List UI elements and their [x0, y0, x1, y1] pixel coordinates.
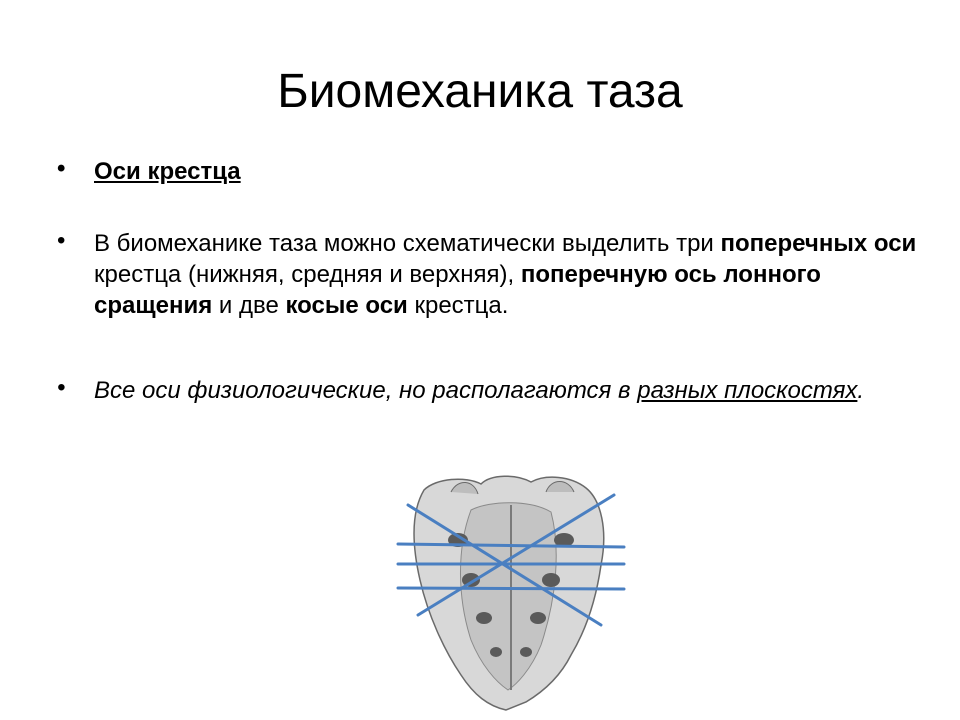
- sacrum-axes-illustration: [396, 470, 626, 715]
- text-underlined-planes: разных плоскостях: [637, 377, 858, 404]
- text-bold-pubic-axis: поперечную ось лонного сращения: [94, 261, 821, 319]
- bullet-marker: •: [57, 155, 66, 182]
- bullet-heading: Оси крестца: [94, 158, 241, 185]
- sacral-foramen: [490, 647, 502, 657]
- sacral-foramen: [520, 647, 532, 657]
- text-segment: крестца.: [407, 292, 509, 319]
- slide-title: Биомеханика таза: [277, 65, 683, 118]
- bullet-description: [57, 227, 924, 321]
- text-segment: и две: [212, 292, 286, 319]
- sacral-foramen: [542, 573, 560, 587]
- bullet-sacrum-axes: [57, 155, 924, 187]
- bullet-marker: •: [57, 227, 66, 254]
- bullet-marker: •: [57, 374, 66, 401]
- sacral-foramen: [530, 612, 546, 624]
- text-bold-transverse-axes: поперечных оси: [720, 230, 917, 257]
- text-segment: В биомеханике таза можно схематически выделить три: [94, 230, 721, 257]
- sacral-foramen: [476, 612, 492, 624]
- transverse-axis-lower: [398, 588, 624, 589]
- text-segment: .: [857, 377, 865, 404]
- text-bold-oblique-axes: косые оси: [285, 292, 408, 319]
- text-segment: Все оси физиологические, но располагаются в: [94, 377, 638, 404]
- text-segment: крестца (нижняя, средняя и верхняя),: [94, 261, 521, 288]
- bullet-note: [57, 374, 924, 406]
